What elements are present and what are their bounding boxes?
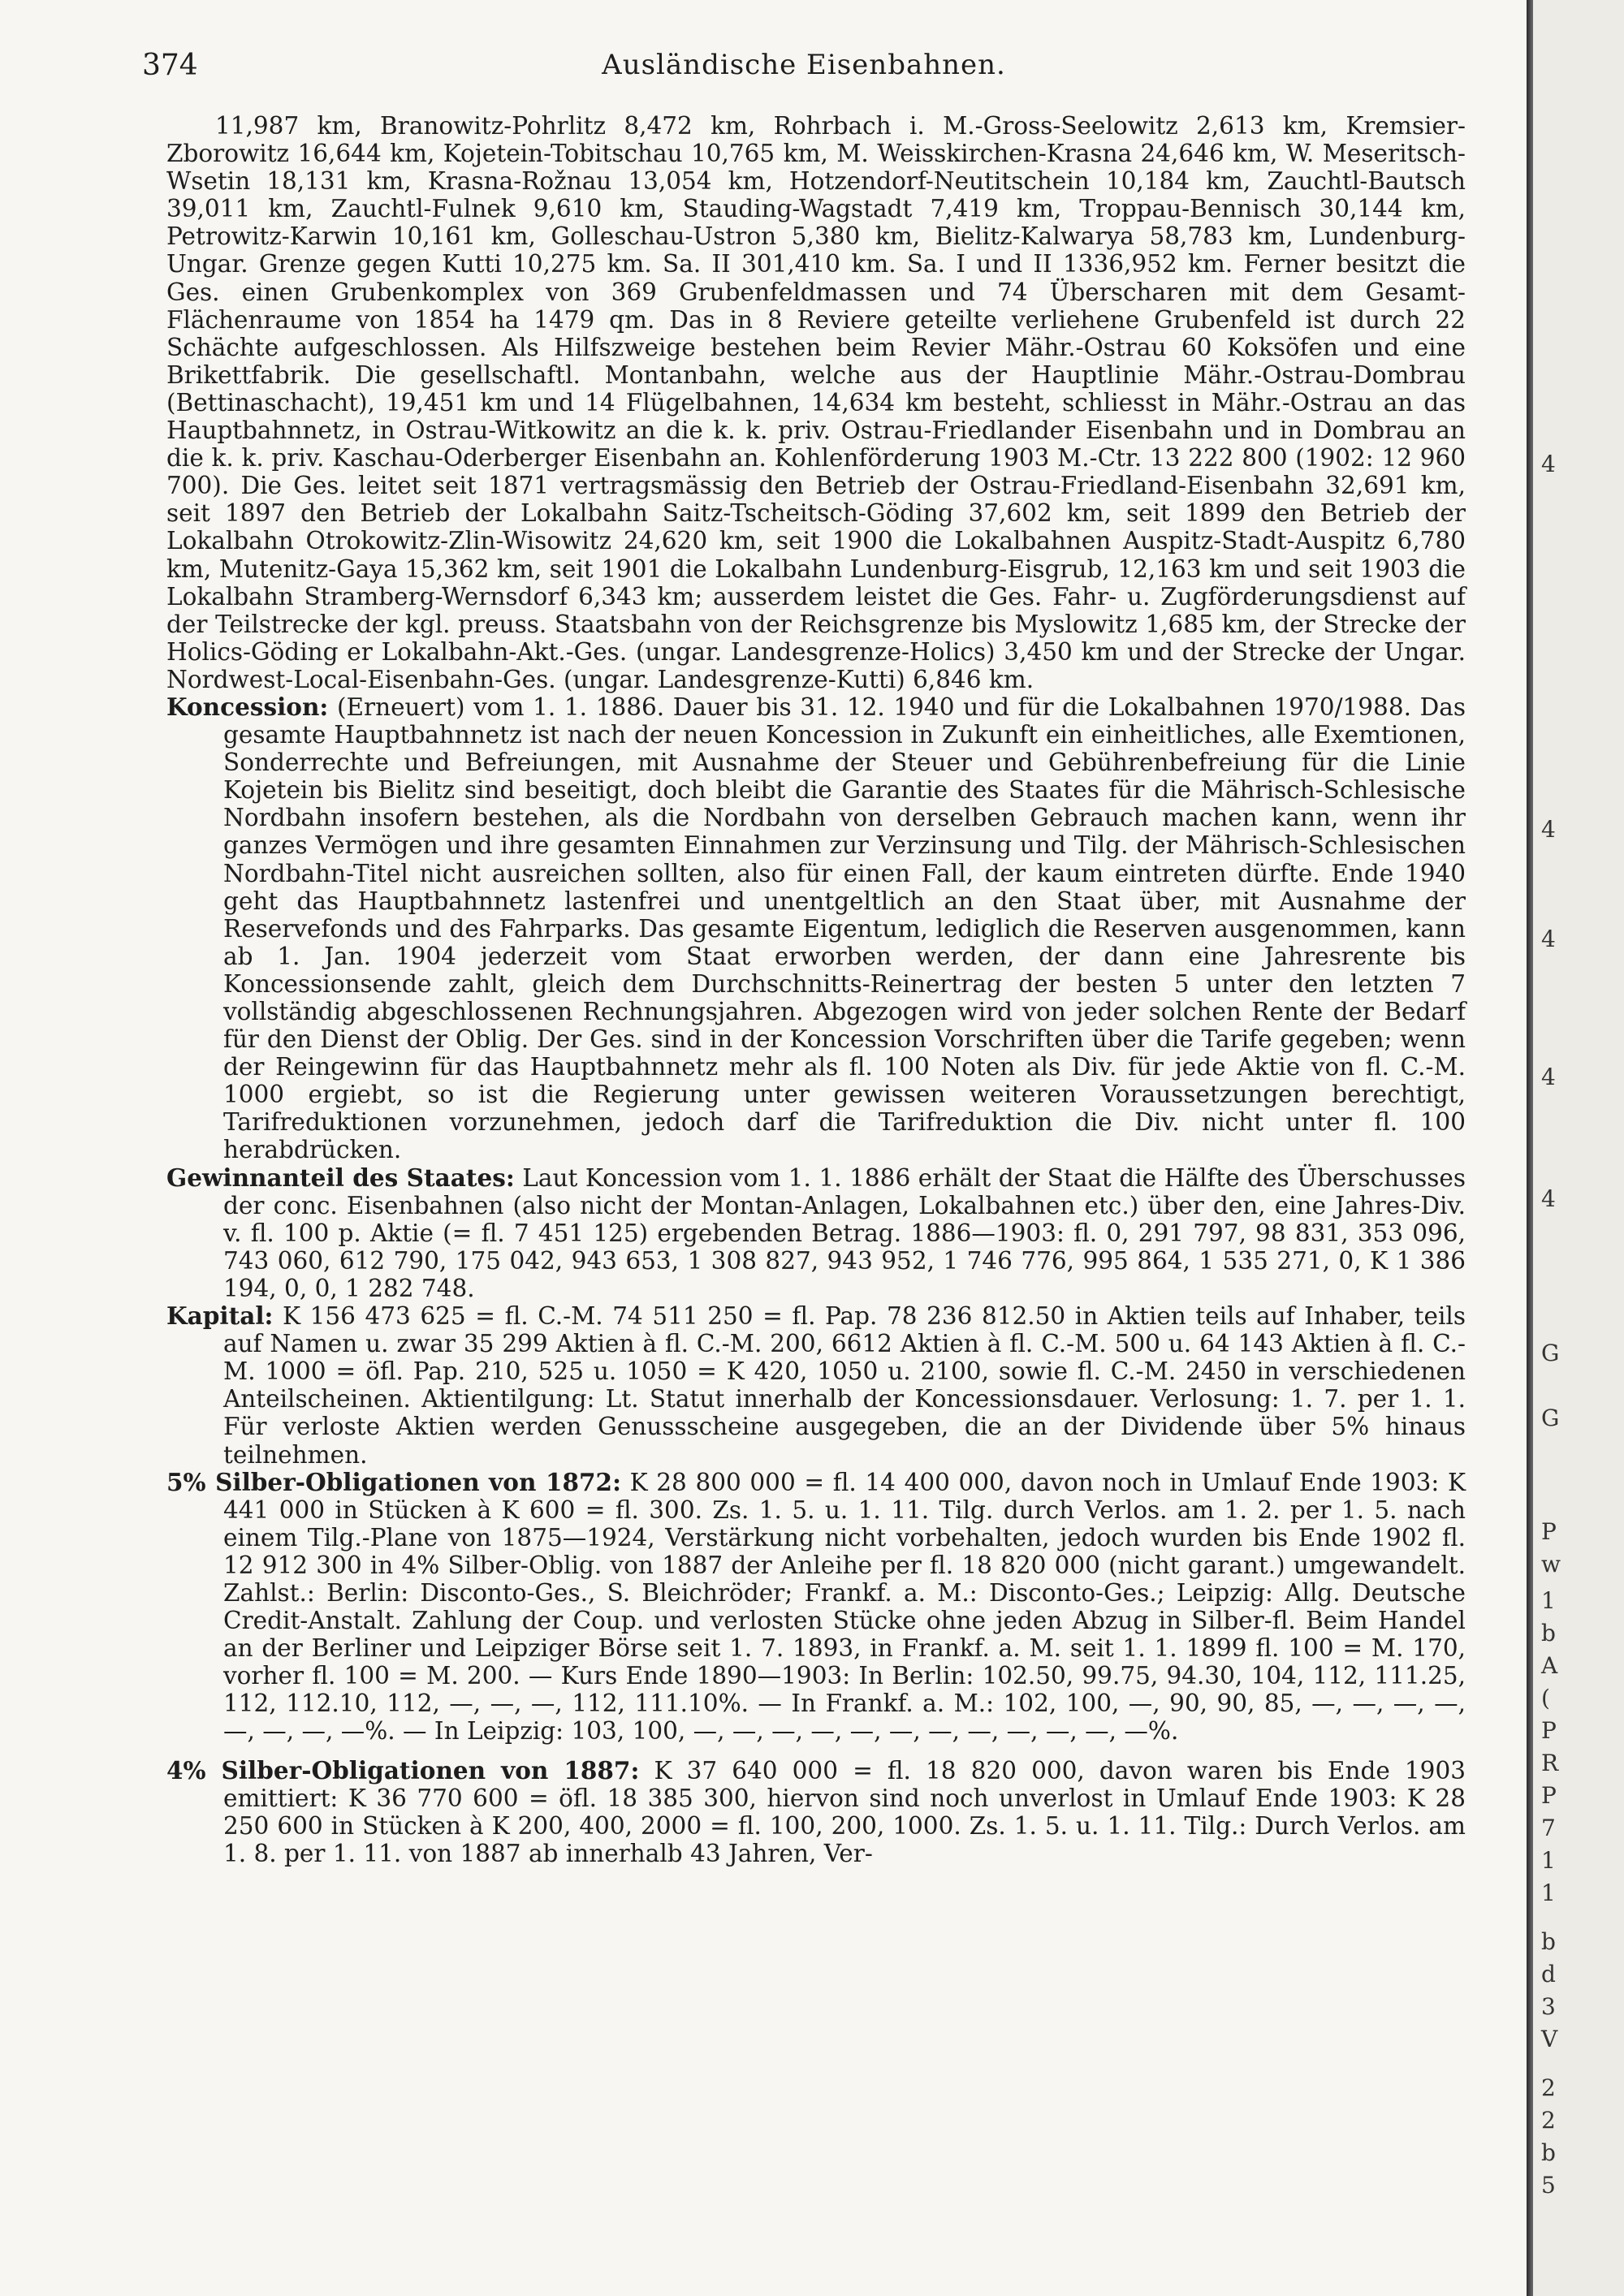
- section-body: K 28 800 000 = fl. 14 400 000, davon noch in Umlauf Ende 1903: K 441 000 in Stücken à K 600 = fl. 300. Zs. 1. 5. u. 1. 11. Tilg. durch Verlos. am 1. 2. per 1. 5. nach einem Tilg.-Plane von 1875—1924, Verstärkung nicht vorbehalten, jedoch wurden bis Ende 1902 fl. 12 912 300 in 4% Silber-Oblig. von 1887 der Anleihe per fl. 18 820 000 (nicht garant.) umgewandelt. Zahlst.: Berlin: Disconto-Ges., S. Bleichröder; Frankf. a. M.: Disconto-Ges.; Leipzig: Allg. Deutsche Credit-Anstalt. Zahlung der Coup. und verlosten Stücke ohne jeden Abzug in Silber-fl. Beim Handel an der Berliner und Leipziger Börse seit 1. 7. 1893, in Frankf. a. M. seit 1. 1. 1899 fl. 100 = M. 170, vorher fl. 100 = M. 200. — Kurs Ende 1890—1903: In Berlin: 102.50, 99.75, 94.30, 104, 112, 111.25, 112, 112.10, 112, —, —, —, 112, 111.10%. — In Frankf. a. M.: 102, 100, —, 90, 90, 85, —, —, —, —, —, —, —, —%. — In Leipzig: 103, 100, —, —, —, —, —, —, —, —, —, —, —, —%.: [223, 1468, 1466, 1746]
- adjacent-page-fragment: b: [1541, 2139, 1556, 2166]
- section-heading: 4% Silber-Obligationen von 1887:: [166, 1755, 640, 1785]
- adjacent-page-fragment: 4: [1541, 451, 1556, 477]
- adjacent-page-fragment: b: [1541, 1620, 1556, 1646]
- adjacent-page-fragment: G: [1541, 1340, 1560, 1366]
- adjacent-page-fragment: P: [1541, 1782, 1557, 1809]
- adjacent-page-fragment: 1: [1541, 1880, 1556, 1906]
- page-number: 374: [142, 49, 198, 82]
- section-body: (Erneuert) vom 1. 1. 1886. Dauer bis 31. 12. 1940 und für die Lokalbahnen 1970/1988. Das gesamte Hauptbahnnetz ist nach der neuen Koncession in Zukunft ein einheitliches, alle Exemtionen, Sonderrechte und Befreiungen, mit Ausnahme der Steuer und Gebührenbefreiung für die Linie Kojetein bis Bielitz sind beseitigt, doch bleibt die Garantie des Staates für die Mährisch-Schlesische Nordbahn insofern bestehen, als die Nordbahn von derselben Gebrauch machen kann, wenn ihr ganzes Vermögen und ihre gesamten Einnahmen zur Verzinsung und Tilg. der Mährisch-Schlesischen Nordbahn-Titel nicht ausreichen sollten, also für einen Fall, der kaum eintreten dürfte. Ende 1940 geht das Hauptbahnnetz lastenfrei und unentgeltlich an den Staat über, mit Ausnahme der Reservefonds und des Fahrparks. Das gesamte Eigentum, lediglich die Reserven ausgenommen, kann ab 1. Jan. 1904 jederzeit vom Staat erworben werden, der dann eine Jahresrente bis Koncessionsende zahlt, gleich dem Durchschnitts-Reinertrag der besten 5 unter den letzten 7 vollständig abgeschlossenen Rechnungsjahren. Abgezogen wird von jeder solchen Rente der Bedarf für den Dienst der Oblig. Der Ges. sind in der Koncession Vorschriften über die Tarife gegeben; wenn der Reingewinn für das Hauptbahnnetz mehr als fl. 100 Noten als Div. für jede Aktie von fl. C.-M. 1000 ergiebt, so ist die Regierung unter gewissen weiteren Voraussetzungen berechtigt, Tarifreduktionen vorzunehmen, jedoch darf die Tarifreduktion die Div. nicht unter fl. 100 herabdrücken.: [223, 693, 1466, 1164]
- adjacent-page-fragment: 2: [1541, 2107, 1556, 2134]
- adjacent-page-fragment: P: [1541, 1717, 1557, 1744]
- section-heading: Kapital:: [166, 1301, 274, 1331]
- section-body: K 37 640 000 = fl. 18 820 000, davon waren bis Ende 1903 emittiert: K 36 770 600 = öfl. 18 385 300, hiervon sind noch unverlost in Umlauf Ende 1903: K 28 250 600 in Stücken à K 200, 400, 2000 = fl. 100, 200, 1000. Zs. 1. 5. u. 1. 11. Tilg.: Durch Verlos. am 1. 8. per 1. 11. von 1887 ab innerhalb 43 Jahren, Ver-: [223, 1756, 1466, 1867]
- adjacent-page-fragment: 5: [1541, 2172, 1556, 2199]
- section-heading: 5% Silber-Obligationen von 1872:: [166, 1467, 621, 1496]
- adjacent-page-fragment: 3: [1541, 1993, 1556, 2020]
- page-header: [142, 49, 1466, 88]
- section-silber-1887: [166, 1757, 1466, 1867]
- section-heading: Gewinnanteil des Staates:: [166, 1163, 515, 1192]
- intro-paragraph: 11,987 km, Branowitz-Pohrlitz 8,472 km, Rohrbach i. M.-Gross-Seelowitz 2,613 km, Kremsier-Zborowitz 16,644 km, Kojetein-Tobitschau 10,765 km, M. Weisskirchen-Krasna 24,646 km, W. Meseritsch-Wsetin 18,131 km, Krasna-Rožnau 13,054 km, Hotzendorf-Neutitschein 10,184 km, Zauchtl-Bautsch 39,011 km, Zauchtl-Fulnek 9,610 km, Stauding-Wagstadt 7,419 km, Troppau-Bennisch 30,144 km, Petrowitz-Karwin 10,161 km, Golleschau-Ustron 5,380 km, Bielitz-Kalwarya 58,783 km, Lundenburg-Ungar. Grenze gegen Kutti 10,275 km. Sa. II 301,410 km. Sa. I und II 1336,952 km. Ferner besitzt die Ges. einen Grubenkomplex von 369 Grubenfeldmassen und 74 Überscharen mit dem Gesamt-Flächenraume von 1854 ha 1479 qm. Das in 8 Reviere geteilte verliehene Grubenfeld ist durch 22 Schächte aufgeschlossen. Als Hilfszweige bestehen beim Revier Mähr.-Ostrau 60 Koksöfen und eine Brikettfabrik. Die gesellschaftl. Montanbahn, welche aus der Hauptlinie Mähr.-Ostrau-Dombrau (Bettinaschacht), 19,451 km und 14 Flügelbahnen, 14,634 km besteht, schliesst in Mähr.-Ostrau an das Hauptbahnnetz, in Ostrau-Witkowitz an die k. k. priv. Ostrau-Friedlander Eisenbahn und in Dombrau an die k. k. priv. Kaschau-Oderberger Eisenbahn an. Kohlenförderung 1903 M.-Ctr. 13 222 800 (1902: 12 960 700). Die Ges. leitet seit 1871 vertragsmässig den Betrieb der Ostrau-Friedland-Eisenbahn 32,691 km, seit 1897 den Betrieb der Lokalbahn Saitz-Tscheitsch-Göding 37,602 km, seit 1899 den Betrieb der Lokalbahn Otrokowitz-Zlin-Wisowitz 24,620 km, seit 1900 die Lokalbahnen Auspitz-Stadt-Auspitz 6,780 km, Mutenitz-Gaya 15,362 km, seit 1901 die Lokalbahn Lundenburg-Eisgrub, 12,163 km und seit 1903 die Lokalbahn Stramberg-Wernsdorf 6,343 km; ausserdem leistet die Ges. Fahr- u. Zugförderungsdienst auf der Teilstrecke der kgl. preuss. Staatsbahn von der Reichsgrenze bis Myslowitz 1,685 km, der Strecke der Holics-Göding er Lokalbahn-Akt.-Ges. (ungar. Landesgrenze-Holics) 3,450 km und der Strecke der Ungar. Nordwest-Local-Eisenbahn-Ges. (ungar. Landesgrenze-Kutti) 6,846 km.: [166, 112, 1466, 693]
- section-gewinnanteil: [166, 1164, 1466, 1302]
- adjacent-page-fragment: b: [1541, 1928, 1556, 1955]
- adjacent-page-fragment: 4: [1541, 816, 1556, 843]
- adjacent-page-fragment: (: [1541, 1685, 1550, 1711]
- section-silber-1872: [166, 1469, 1466, 1746]
- adjacent-page-fragment: w: [1541, 1551, 1561, 1577]
- page-content: [166, 112, 1466, 1867]
- adjacent-page-fragment: 1: [1541, 1847, 1556, 1874]
- adjacent-page-edge: [1533, 0, 1624, 2296]
- adjacent-page-fragment: 1: [1541, 1587, 1556, 1614]
- adjacent-page-fragment: P: [1541, 1518, 1557, 1545]
- adjacent-page-fragment: 2: [1541, 2074, 1556, 2101]
- section-body: Laut Koncession vom 1. 1. 1886 erhält der Staat die Hälfte des Überschusses der conc. Eisenbahnen (also nicht der Montan-Anlagen, Lokalbahnen etc.) über den, eine Jahres-Div. v. fl. 100 p. Aktie (= fl. 7 451 125) ergebenden Betrag. 1886—1903: fl. 0, 291 797, 98 831, 353 096, 743 060, 612 790, 175 042, 943 653, 1 308 827, 943 952, 1 746 776, 995 864, 1 535 271, 0, K 1 386 194, 0, 0, 1 282 748.: [223, 1163, 1466, 1302]
- section-kapital: [166, 1302, 1466, 1469]
- adjacent-page-fragment: G: [1541, 1405, 1560, 1431]
- adjacent-page-fragment: A: [1541, 1652, 1558, 1679]
- adjacent-page-fragment: 4: [1541, 926, 1556, 952]
- section-gap: [166, 1746, 1466, 1757]
- page-gutter-shadow: [1527, 0, 1533, 2296]
- running-title: Ausländische Eisenbahnen.: [602, 49, 1006, 81]
- section-body: K 156 473 625 = fl. C.-M. 74 511 250 = fl. Pap. 78 236 812.50 in Aktien teils auf Inhaber, teils auf Namen u. zwar 35 299 Aktien à fl. C.-M. 200, 6612 Aktien à fl. C.-M. 500 u. 64 143 Aktien à fl. C.-M. 1000 = öfl. Pap. 210, 525 u. 1050 = K 420, 1050 u. 2100, sowie fl. C.-M. 2450 in verschiedenen Anteilscheinen. Aktientilgung: Lt. Statut innerhalb der Koncessionsdauer. Verlosung: 1. 7. per 1. 1. Für verloste Aktien werden Genussscheine ausgegeben, die an der Dividende über 5% hinaus teilnehmen.: [223, 1302, 1466, 1469]
- adjacent-page-fragment: d: [1541, 1961, 1556, 1987]
- adjacent-page-fragment: R: [1541, 1750, 1559, 1776]
- section-heading: Koncession:: [166, 692, 329, 721]
- adjacent-page-fragment: V: [1541, 2026, 1558, 2052]
- adjacent-page-fragment: 4: [1541, 1064, 1556, 1090]
- section-koncession: [166, 693, 1466, 1164]
- adjacent-page-fragment: 7: [1541, 1815, 1556, 1841]
- adjacent-page-fragment: 4: [1541, 1185, 1556, 1212]
